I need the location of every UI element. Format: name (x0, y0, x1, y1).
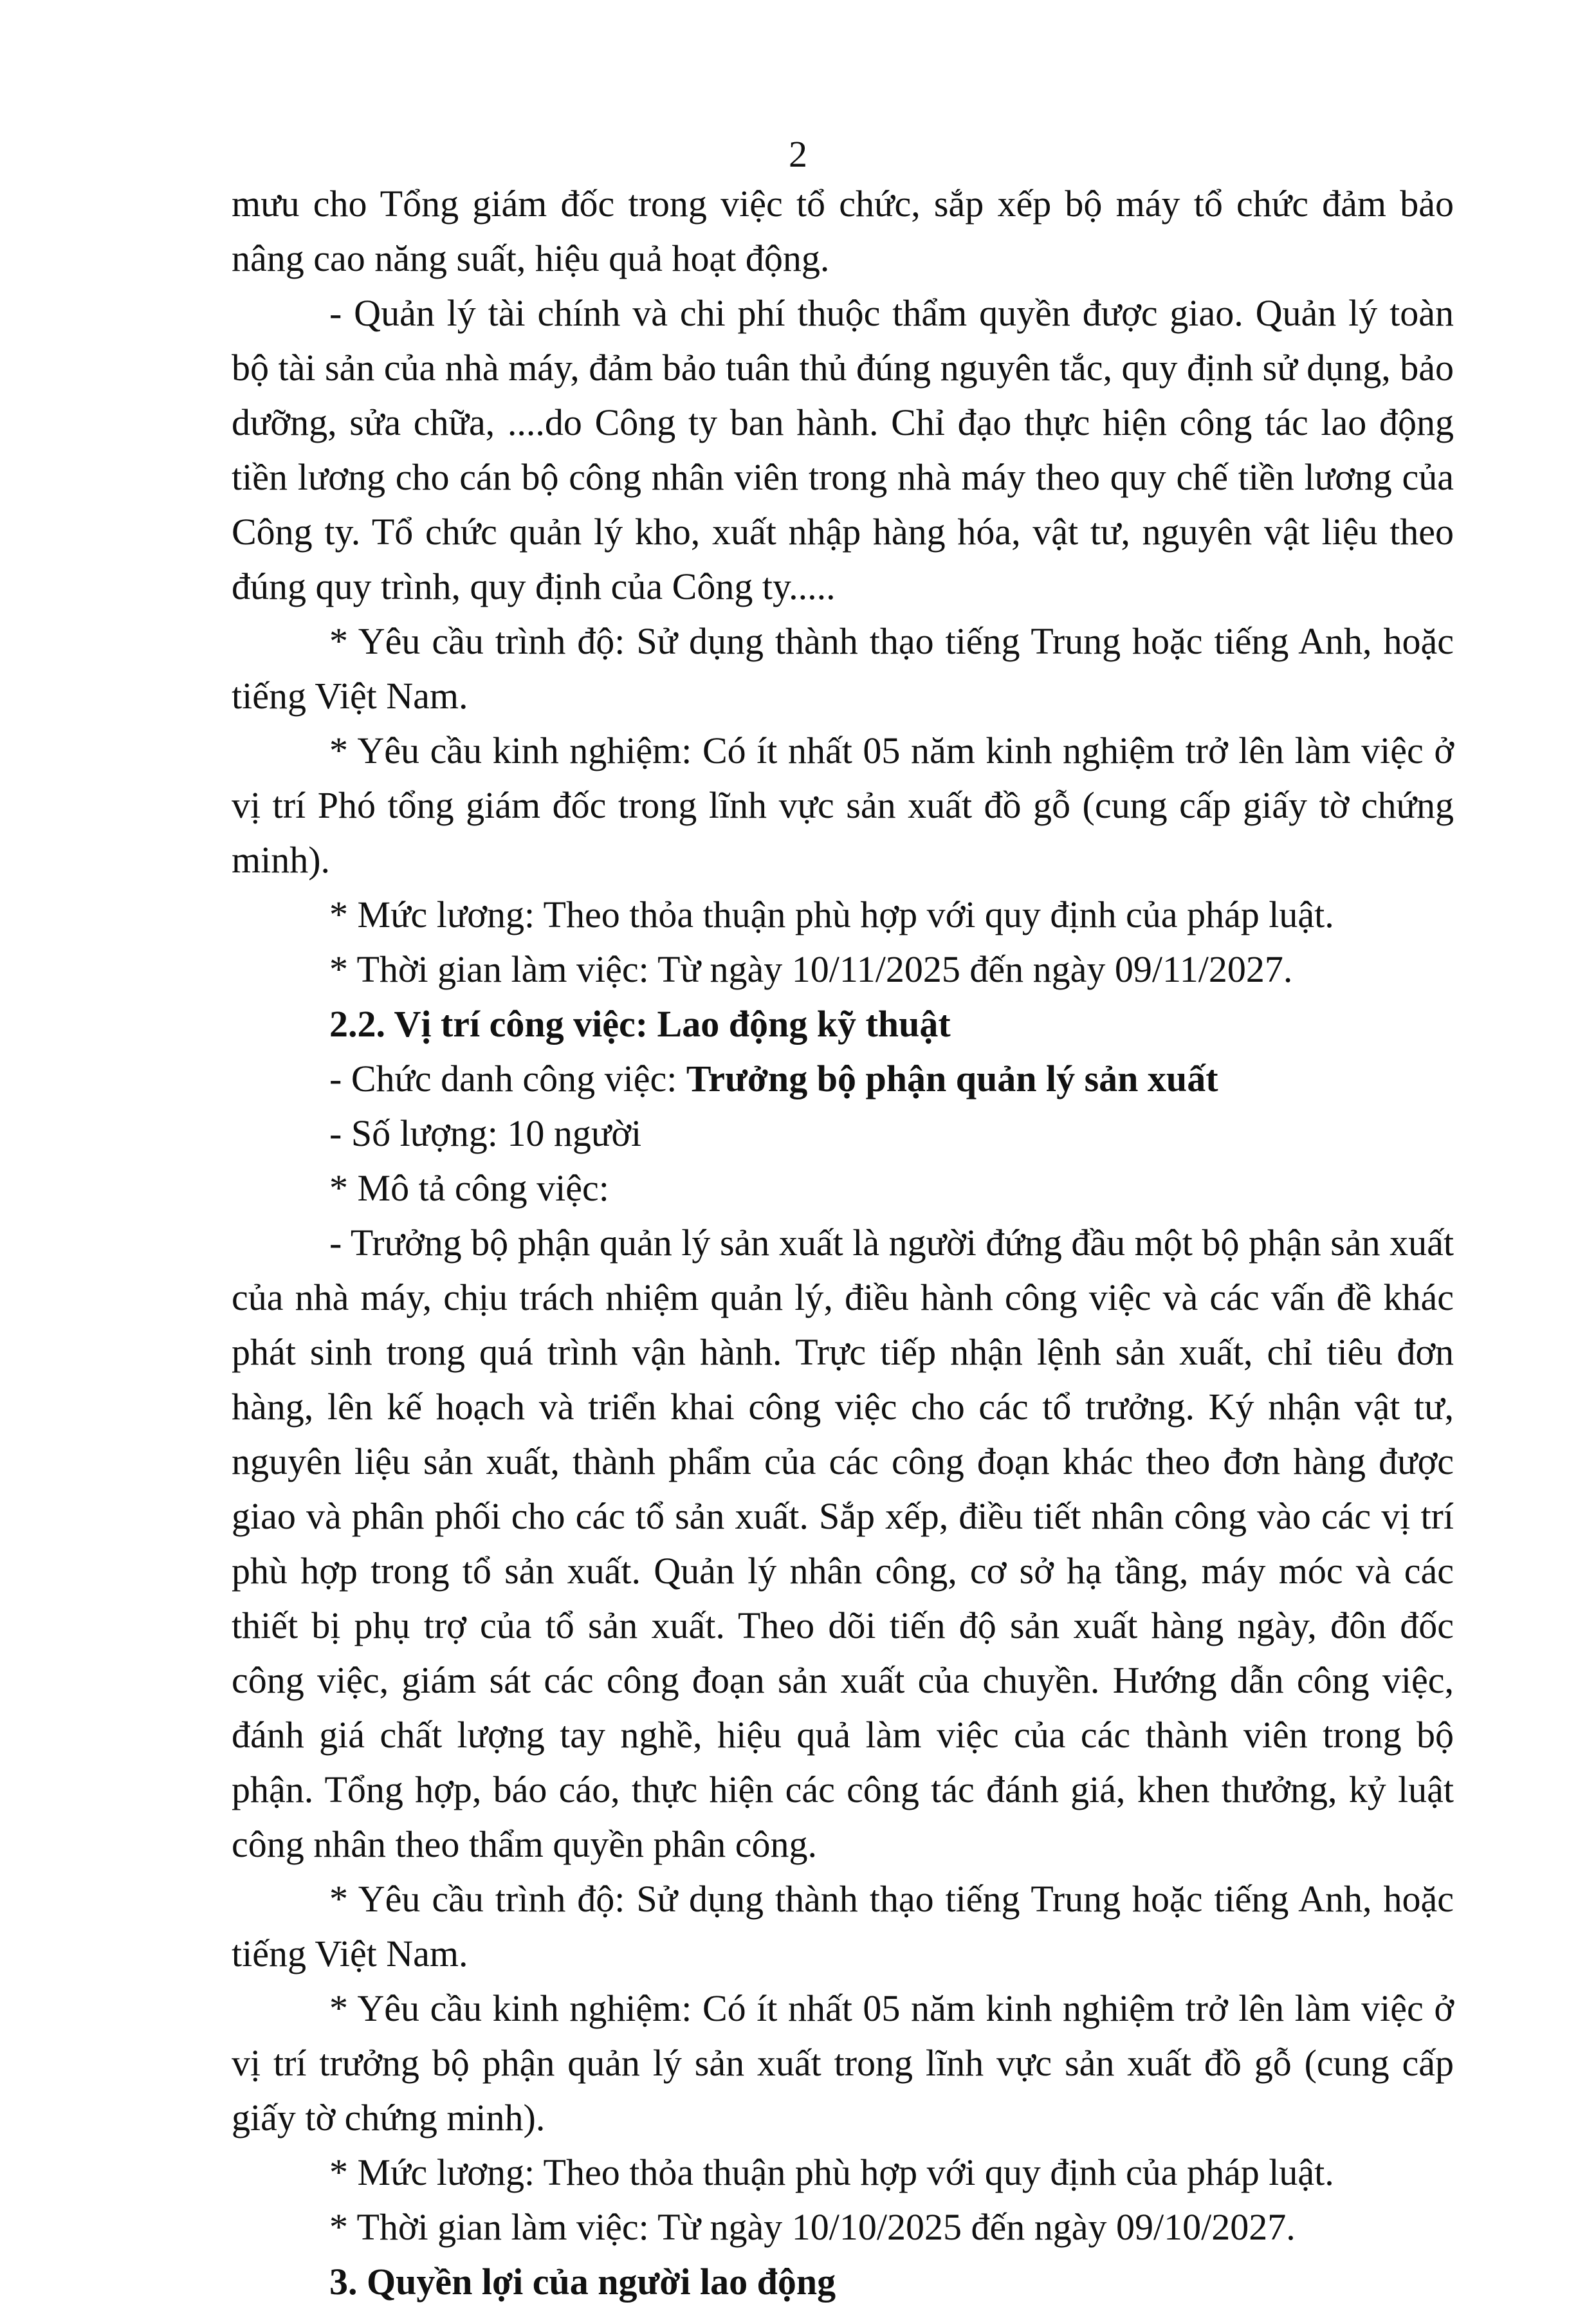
paragraph-working-time: * Thời gian làm việc: Từ ngày 10/11/2025 đến ngày 09/11/2027. (329, 948, 1293, 990)
section-2-2-salary: * Mức lương: Theo thỏa thuận phù hợp với quy định của pháp luật. (329, 2151, 1334, 2193)
paragraph-qualification: * Yêu cầu trình độ: Sử dụng thành thạo tiếng Trung hoặc tiếng Anh, hoặc tiếng Việt Nam. (232, 620, 1454, 717)
quantity-line: - Số lượng: 10 người (329, 1112, 642, 1154)
job-title-label: - Chức danh công việc: (329, 1058, 686, 1099)
section-3-heading: 3. Quyền lợi của người lao động (329, 2261, 836, 2303)
paragraph-salary: * Mức lương: Theo thỏa thuận phù hợp với quy định của pháp luật. (329, 894, 1334, 935)
section-2-2-heading: 2.2. Vị trí công việc: Lao động kỹ thuật (329, 1003, 951, 1045)
paragraph-continuation: mưu cho Tổng giám đốc trong việc tổ chức, sắp xếp bộ máy tổ chức đảm bảo nâng cao năng suất, hiệu quả hoạt động. (232, 183, 1454, 279)
document-body (232, 176, 1454, 2309)
section-2-2-qualification: * Yêu cầu trình độ: Sử dụng thành thạo tiếng Trung hoặc tiếng Anh, hoặc tiếng Việt Nam. (232, 1878, 1454, 1974)
job-title-value: Trưởng bộ phận quản lý sản xuất (686, 1058, 1218, 1099)
paragraph-experience: * Yêu cầu kinh nghiệm: Có ít nhất 05 năm kinh nghiệm trở lên làm việc ở vị trí Phó tổng giám đốc trong lĩnh vực sản xuất đồ gỗ (cung cấp giấy tờ chứng minh). (232, 730, 1454, 881)
section-2-2-working-time: * Thời gian làm việc: Từ ngày 10/10/2025 đến ngày 09/10/2027. (329, 2206, 1296, 2248)
job-title-line (232, 1051, 1454, 1106)
description-label: * Mô tả công việc: (329, 1167, 609, 1209)
paragraph-finance-management: - Quản lý tài chính và chi phí thuộc thẩm quyền được giao. Quản lý toàn bộ tài sản của nhà máy, đảm bảo tuân thủ đúng nguyên tắc, quy định sử dụng, bảo dưỡng, sửa chữa, ....do Công ty ban hành. Chỉ đạo thực hiện công tác lao động tiền lương cho cán bộ công nhân viên trong nhà máy theo quy chế tiền lương của Công ty. Tổ chức quản lý kho, xuất nhập hàng hóa, vật tư, nguyên vật liệu theo đúng quy trình, quy định của Công ty..... (232, 292, 1454, 607)
page-number: 2 (789, 133, 807, 175)
job-description: - Trưởng bộ phận quản lý sản xuất là người đứng đầu một bộ phận sản xuất của nhà máy, chịu trách nhiệm quản lý, điều hành công việc và các vấn đề khác phát sinh trong quá trình vận hành. Trực tiếp nhận lệnh sản xuất, chỉ tiêu đơn hàng, lên kế hoạch và triển khai công việc cho các tổ trưởng. Ký nhận vật tư, nguyên liệu sản xuất, thành phẩm của các công đoạn khác theo đơn hàng được giao và phân phối cho các tổ sản xuất. Sắp xếp, điều tiết nhân công vào các vị trí phù hợp trong tổ sản xuất. Quản lý nhân công, cơ sở hạ tầng, máy móc và các thiết bị phụ trợ của tổ sản xuất. Theo dõi tiến độ sản xuất hàng ngày, đôn đốc công việc, giám sát các công đoạn sản xuất của chuyền. Hướng dẫn công việc, đánh giá chất lượng tay nghề, hiệu quả làm việc của các thành viên trong bộ phận. Tổng hợp, báo cáo, thực hiện các công tác đánh giá, khen thưởng, kỷ luật công nhân theo thẩm quyền phân công. (232, 1222, 1454, 1865)
section-2-2-experience: * Yêu cầu kinh nghiệm: Có ít nhất 05 năm kinh nghiệm trở lên làm việc ở vị trí trưởng bộ phận quản lý sản xuất trong lĩnh vực sản xuất đồ gỗ (cung cấp giấy tờ chứng minh). (232, 1987, 1454, 2139)
